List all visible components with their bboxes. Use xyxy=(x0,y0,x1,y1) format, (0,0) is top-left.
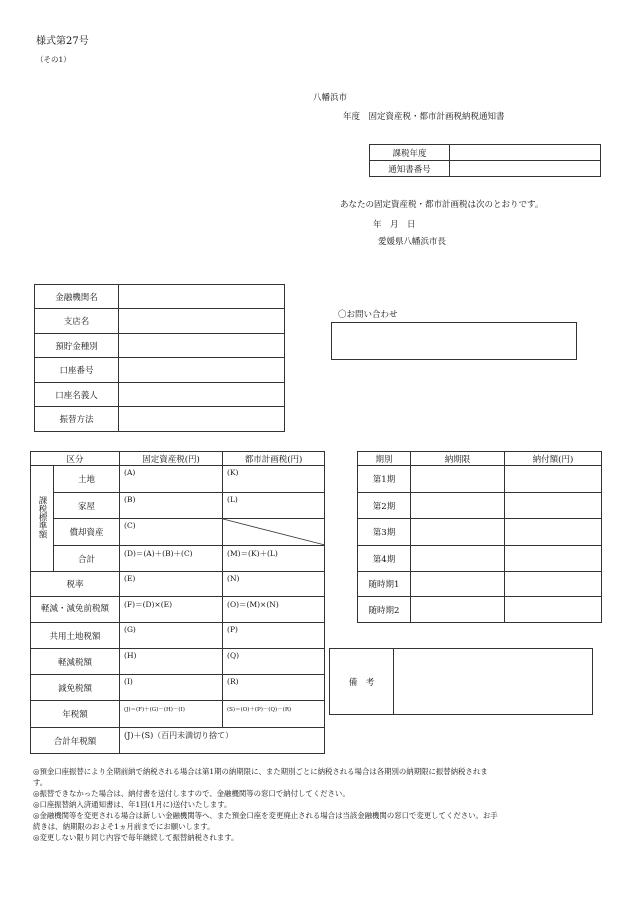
account-holder-label: 口座名義人 xyxy=(35,383,119,407)
pre-reduction-tax-label: 軽減・減免前税額 xyxy=(31,597,120,623)
house-fixed-cell: (B) xyxy=(120,493,223,519)
tax-rate-label: 税率 xyxy=(31,572,120,597)
city-planning-tax-header: 都市計画税(円) xyxy=(223,452,325,466)
deadline-cell xyxy=(411,466,505,493)
shared-land-tax-label: 共用土地税額 xyxy=(31,623,120,649)
land-city-cell: (K) xyxy=(223,466,325,493)
remarks-table xyxy=(329,648,593,715)
exemption-fixed-cell: (I) xyxy=(120,675,223,701)
total-annual-tax-value: (J)＋(S)（百円未満切り捨て） xyxy=(120,728,325,754)
notice-number-label: 通知書番号 xyxy=(370,161,450,177)
inquiry-box xyxy=(331,322,577,360)
account-number-label: 口座番号 xyxy=(35,358,119,383)
cross-out-line xyxy=(223,519,325,545)
amount-cell xyxy=(505,493,602,519)
deadline-cell xyxy=(411,597,505,623)
amount-cell xyxy=(505,546,602,572)
deadline-header: 納期限 xyxy=(411,452,505,466)
period-label: 第2期 xyxy=(358,493,411,519)
note-line: 続きは、納期限のおよそ1ヵ月前までにお願いします。 xyxy=(33,822,215,831)
intro-text: あなたの固定資産税・都市計画税は次のとおりです。 xyxy=(340,200,544,210)
category-header: 区分 xyxy=(31,452,120,466)
notes-section xyxy=(33,766,603,843)
reduction-fixed-cell: (H) xyxy=(120,649,223,675)
tax-year-value xyxy=(450,145,601,161)
taxable-standard-label: 課税標準額 xyxy=(37,495,47,539)
house-city-cell: (L) xyxy=(223,493,325,519)
account-holder-value xyxy=(119,383,285,407)
remarks-label: 備 考 xyxy=(330,649,394,715)
page-note: （その1） xyxy=(36,55,71,64)
total-annual-tax-label: 合計年税額 xyxy=(31,728,120,754)
issuer-name: 愛媛県八幡浜市長 xyxy=(378,237,447,247)
shared-land-fixed-cell: (G) xyxy=(120,623,223,649)
subtotal-label: 合計 xyxy=(54,546,120,572)
city-name: 八幡浜市 xyxy=(313,93,348,103)
account-number-value xyxy=(119,358,285,383)
exemption-city-cell: (R) xyxy=(223,675,325,701)
depreciable-assets-label: 償却資産 xyxy=(54,519,120,546)
transfer-method-label: 振替方法 xyxy=(35,407,119,432)
transfer-method-value xyxy=(119,407,285,432)
bank-account-table xyxy=(34,284,285,432)
notice-number-value xyxy=(450,161,601,177)
branch-name-label: 支店名 xyxy=(35,309,119,334)
note-line: ◎金融機関等を変更される場合は新しい金融機関等へ、また預金口座を変更廃止される場合は当該金融機関の窓口で変更してください。お手 xyxy=(33,811,498,820)
period-label: 随時期2 xyxy=(358,597,411,623)
tax-year-label: 課税年度 xyxy=(370,145,450,161)
issue-date: 年 月 日 xyxy=(373,220,416,230)
fixed-asset-tax-header: 固定資産税(円) xyxy=(120,452,223,466)
deadline-cell xyxy=(411,572,505,597)
annual-tax-label: 年税額 xyxy=(31,701,120,728)
annual-tax-city-cell: (S)＝(O)＋(P)－(Q)－(R) xyxy=(223,701,325,728)
amount-cell xyxy=(505,597,602,623)
deadline-cell xyxy=(411,546,505,572)
subtotal-city-cell: (M)＝(K)＋(L) xyxy=(223,546,325,572)
period-label: 第1期 xyxy=(358,466,411,493)
note-line: ◎口座振替納入済通知書は、年1回(1月に)送付いたします。 xyxy=(33,800,232,809)
deposit-type-value xyxy=(119,334,285,358)
period-label: 第3期 xyxy=(358,519,411,546)
deposit-type-label: 預貯金種別 xyxy=(35,334,119,358)
annual-tax-fixed-cell: (J)＝(F)＋(G)－(H)－(I) xyxy=(120,701,223,728)
period-header: 期別 xyxy=(358,452,411,466)
note-line: す。 xyxy=(33,778,48,787)
period-label: 第4期 xyxy=(358,546,411,572)
amount-cell xyxy=(505,466,602,493)
taxable-standard-group xyxy=(31,466,54,572)
reduction-tax-label: 軽減税額 xyxy=(31,649,120,675)
amount-cell xyxy=(505,572,602,597)
tax-breakdown-table xyxy=(30,451,325,754)
note-line: ◎振替できなかった場合は、納付書を送付しますので、金融機関等の窓口で納付してください。 xyxy=(33,789,350,798)
land-fixed-cell: (A) xyxy=(120,466,223,493)
land-label: 土地 xyxy=(54,466,120,493)
exemption-tax-label: 減免税額 xyxy=(31,675,120,701)
branch-name-value xyxy=(119,309,285,334)
amount-cell xyxy=(505,519,602,546)
house-label: 家屋 xyxy=(54,493,120,519)
tax-rate-city-cell: (N) xyxy=(223,572,325,597)
bank-name-label: 金融機関名 xyxy=(35,285,119,309)
reduction-city-cell: (Q) xyxy=(223,649,325,675)
payment-period-table xyxy=(357,451,602,623)
reference-table xyxy=(369,144,601,177)
depreciable-city-cell-crossed xyxy=(223,519,325,546)
document-title: 年度 固定資産税・都市計画税納税通知書 xyxy=(343,112,505,122)
deadline-cell xyxy=(411,519,505,546)
amount-header: 納付額(円) xyxy=(505,452,602,466)
subtotal-fixed-cell: (D)＝(A)＋(B)＋(C) xyxy=(120,546,223,572)
note-line: ◎預金口座振替により全期前納で納税される場合は第1期の納期限に、また期別ごとに納税される場合は各期別の納期限に振替納税されま xyxy=(33,767,488,776)
remarks-value xyxy=(394,649,593,715)
bank-name-value xyxy=(119,285,285,309)
period-label: 随時期1 xyxy=(358,572,411,597)
inquiry-label: 〇お問い合わせ xyxy=(338,310,398,320)
note-line: ◎変更しない限り同じ内容で毎年継続して振替納税されます。 xyxy=(33,833,239,842)
depreciable-fixed-cell: (C) xyxy=(120,519,223,546)
form-number: 様式第27号 xyxy=(36,36,89,47)
pre-reduction-fixed-cell: (F)＝(D)×(E) xyxy=(120,597,223,623)
tax-rate-fixed-cell: (E) xyxy=(120,572,223,597)
pre-reduction-city-cell: (O)＝(M)×(N) xyxy=(223,597,325,623)
shared-land-city-cell: (P) xyxy=(223,623,325,649)
deadline-cell xyxy=(411,493,505,519)
